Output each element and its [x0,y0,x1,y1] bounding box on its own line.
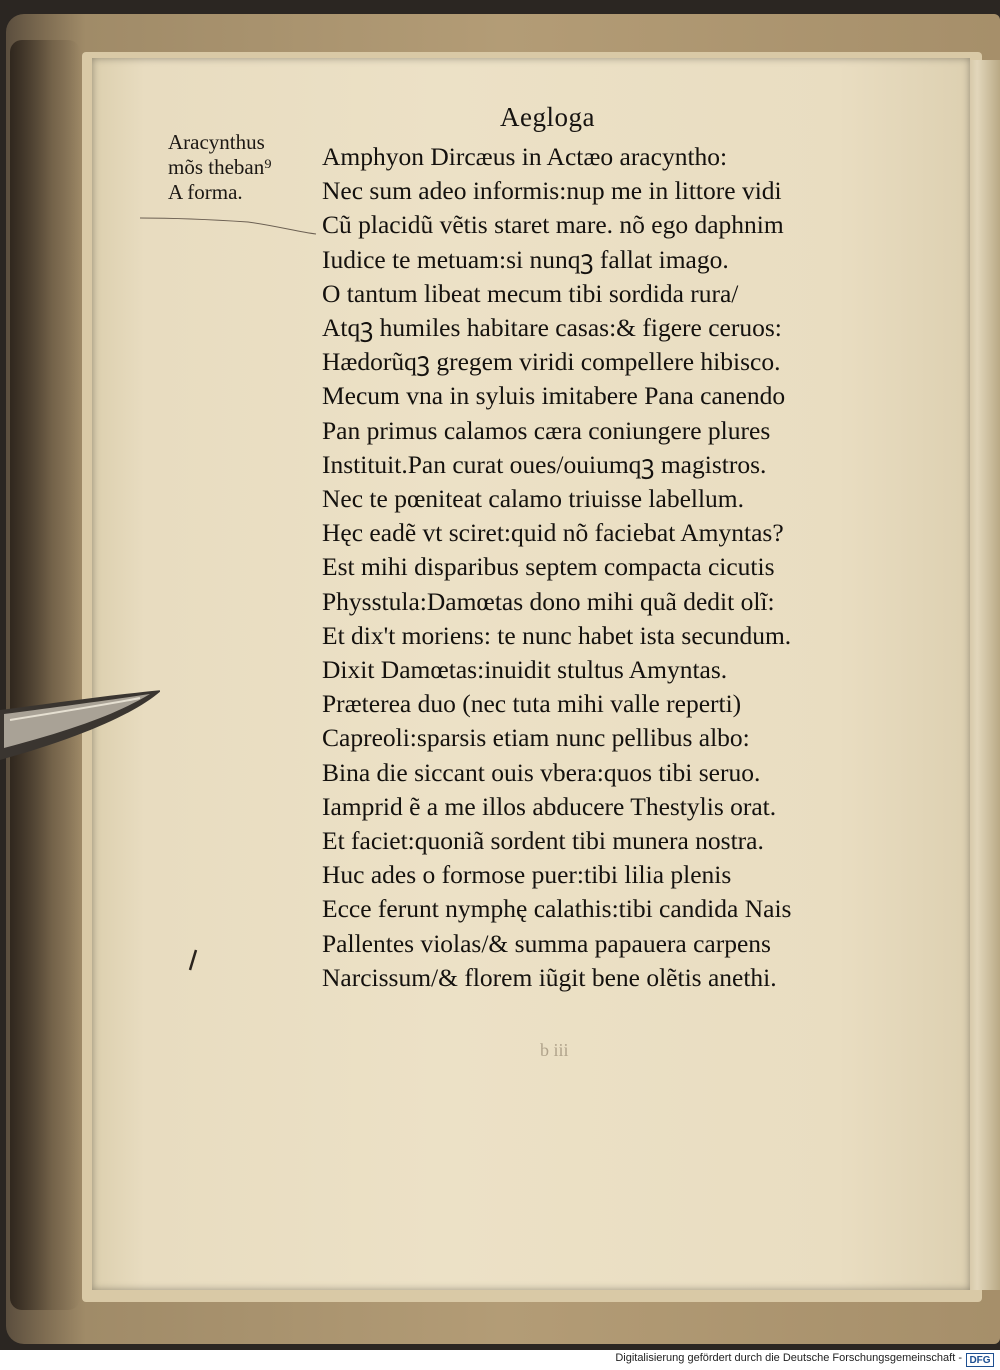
verse-line: Hęc eadẽ vt sciret:quid nõ faciebat Amyntas? [322,518,784,548]
marginal-note [168,130,328,205]
verse-line: Cũ placidũ vẽtis staret mare. nõ ego daphnim [322,210,784,240]
verse-line: Hædorũqꝫ gregem viridi compellere hibisco. [322,347,781,377]
margin-rule [138,214,318,236]
verse-line: Bina die siccant ouis vbera:quos tibi seruo. [322,757,761,787]
footer-bar [0,1350,1000,1370]
verse-line: Præterea duo (nec tuta mihi valle reperti) [322,689,742,719]
marginal-note-line: A forma. [168,180,243,204]
verse-line: Nec te pœniteat calamo triuisse labellum. [322,484,745,514]
verse-line: Instituit.Pan curat oues/ouiumqꝫ magistros. [322,449,767,479]
verse-line: Iamprid ẽ a me illos abducere Thestylis orat. [322,791,777,821]
signature-mark: b iii [540,1040,569,1060]
verse-line: O tantum libeat mecum tibi sordida rura/ [322,278,739,308]
verse-line: Et faciet:quoniã sordent tibi munera nostra. [322,826,764,856]
verse-line: Physstula:Damœtas dono mihi quã dedit olĩ: [322,586,775,616]
verse-line: Nec sum adeo informis:nup me in littore vidi [322,176,782,206]
verse-line: Et dix't moriens: te nunc habet ista secundum. [322,620,792,650]
marginal-note-line: mõs theban⁹ [168,155,272,179]
dfg-logo: DFG [966,1353,994,1367]
bookmark-clip [0,690,160,760]
verse-line: Est mihi disparibus septem compacta cicutis [322,552,775,582]
ink-mark [186,948,200,972]
verse-line: Atqꝫ humiles habitare casas:& figere ceruos: [322,313,782,343]
verse-line: Amphyon Dircæus in Actæo aracyntho: [322,142,728,171]
verse-line: Dixit Damœtas:inuidit stultus Amyntas. [322,655,728,685]
verse-line: Iudice te metuam:si nunqꝫ fallat imago. [322,244,729,274]
funding-credit: Digitalisierung gefördert durch die Deutsche Forschungsgemeinschaft - [615,1352,962,1364]
verse-line: Narcissum/& florem iũgit bene olẽtis anethi. [322,962,777,992]
verse-line: Capreoli:sparsis etiam nunc pellibus albo: [322,723,750,753]
verse-line: Pan primus calamos cæra coniungere plures [322,415,771,445]
verse-line: Pallentes violas/& summa papauera carpens [322,928,771,958]
verse-line: Mecum vna in syluis imitabere Pana canendo [322,381,786,411]
verse-line: Huc ades o formose puer:tibi lilia plenis [322,860,732,890]
verse-line: Ecce ferunt nymphę calathis:tibi candida Nais [322,894,792,924]
verse-block [322,140,892,995]
marginal-note-line: Aracynthus [168,130,265,154]
spine-shadow [10,40,80,1310]
page-heading: Aegloga [500,102,595,132]
